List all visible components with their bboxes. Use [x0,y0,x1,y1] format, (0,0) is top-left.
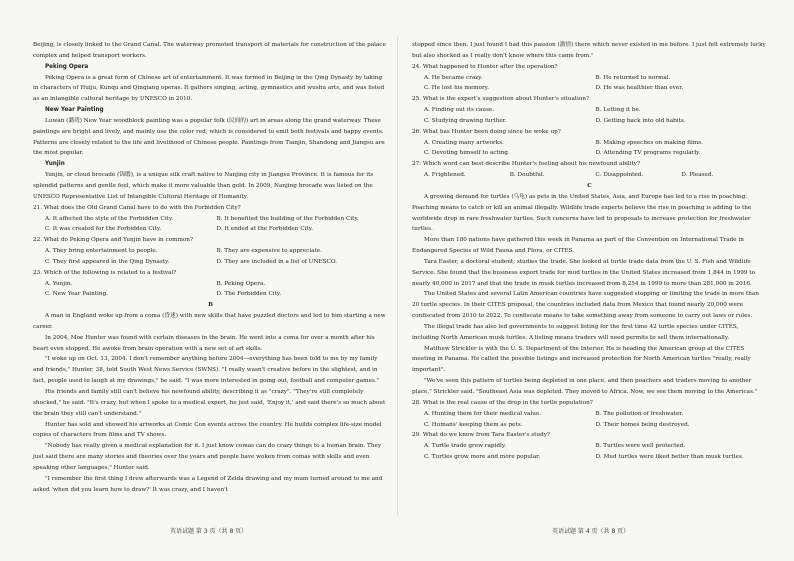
option: D. The Forbidden City. [216,291,282,298]
paragraph: Tara Easter, a doctoral student, studies the trade. She looked at turtle trade data from the U. S. Fish and Wildlife Service. She found that the business export trade for mud turtles in the United States increased from 1,844 in 1999 to nearly 40,000 in 2017 and that the trade in musk turtles increased from 8,254 in 1999 to more than 281,000 in 2016. [412,258,756,287]
option: D. Getting back into old habits. [595,117,686,124]
paragraph: Luwan (潞湾) New Year woodblock painting was a popular folk (民间的) art in areas along the grand waterway. These paintings are bright and lively, and mainly use the color red, which is considered to emit both festivals and happy events. Patterns are closely related to the life and livelihood of Chinese people. Paintings from Tianjin, Shandong and Jiangsu are the most popular. [33,117,385,157]
option: A. Finding out its cause. [424,107,495,114]
paragraph: A man in England woke up from a coma (昏迷) with new skills that have puzzled doctors and led to him starting a new career. [33,313,386,330]
page-footer-left: 英语试题 第 3 页（共 8 页） [170,528,248,535]
question-27: 27. Which word can best describe Hunter's feeling about his newfound ability? [412,161,641,168]
page-footer-right: 英语试题 第 4 页（共 8 页） [552,528,630,535]
question-23: 23. Which of the following is related to a festival? [33,269,177,276]
paragraph: "I remember the first thing I drew afterwards was a Legend of Zelda drawing and my mum turned around to me and asked 'when did you learn how to draw?' It was crazy, and I haven't [33,475,383,493]
option: A. Turtle trade grew rapidly. [424,443,507,450]
option: D. It ended at the Forbidden City. [216,226,313,233]
option: C. New Year Painting. [45,291,108,298]
section-heading: Peking Opera [45,63,89,70]
question-26: 26. What has Hunter been doing since he woke up? [412,128,561,135]
section-label-b: B [208,302,213,309]
options-24 [412,73,767,95]
paragraph: More than 180 nations have gathered this week in Panama as part of the Convention on International Trade in Endangered Species of Wild Fauna and Flora, or CITES. [412,237,744,255]
section-label-c: C [587,182,592,189]
option: C. He lost his memory. [424,85,489,92]
option: D. Mud turtles were liked better than musk turtles. [595,454,744,461]
option: D. Pleased. [681,172,714,179]
option: C. They first appeared in the Qing Dynasty. [45,258,170,265]
option: D. Their homes being destroyed. [595,421,690,428]
option: A. Yunjin. [45,280,73,287]
question-24: 24. What happened to Hunter after the operation? [412,63,558,70]
option: B. Letting it be. [595,107,641,114]
right-column [412,40,767,463]
options-22 [33,246,388,268]
options-27 [412,170,767,181]
paragraph: "I woke up on Oct. 13, 2004. I don't remember anything before 2004—everything has been told to me by my family and friends," Hunter, 38, told South West News Service (SWNS). "I really wasn't creative before in the slightest, and in fact, people used to laugh at my drawings," he said. "I was more interested in going out, football and computer games." [33,356,380,385]
section-heading: Yunjin [45,161,65,168]
option: B. Turtles were well protected. [595,443,686,450]
option: B. Making speeches on making films. [595,139,703,146]
option: B. Doubtful. [509,172,545,179]
paragraph: stopped since then. I just found I had this passion (激情) there which never existed in me before. I just felt extremely lucky but also shocked as I really don't know where this came from." [412,42,766,59]
question-25: 25. What is the expert's suggestion about Hunter's situation? [412,96,590,103]
option: C. Turtles grow more and more popular. [424,454,540,461]
paragraph: In 2004, Moe Hunter was found with certain diseases in the brain. He went into a coma for over a month after his heart even stopped. He awoke from brain operation with a new set of art skills. [33,334,375,352]
option: C. Humans' keeping them as pets. [424,421,523,428]
left-column [33,40,388,495]
option: B. It benefited the building of the Forbidden City. [216,215,359,222]
paragraph: The illegal trade has also led governments to suggest listing for the first time 42 turtle species under CITES, including North American musk turtles. A listing means traders will need permits to sell them internationally. [412,323,739,341]
option: A. He became crazy. [424,74,483,81]
option: B. He returned to normal. [595,74,671,81]
option: C. Disappointed. [595,172,644,179]
options-28 [412,409,767,431]
paragraph: The United States and several Latin American countries have suggested stopping or limiting the trade in more than 20 turtle species. In their CITES proposal, the countries included data from Mexico that found nearly 20,000 were confiscated from 2010 to 2022. To confiscate means to take something away from someone to carry out laws or rules. [412,291,759,320]
options-25 [412,105,767,127]
paragraph: "Nobody has really given a medical explanation for it. I just know comas can do crazy things to a human brain. They just said there are many stories and theories over the years and people have woken from comas with skills and even speaking other languages," Hunter said. [33,443,382,471]
options-21 [33,214,388,236]
option: D. He was healthier than ever. [595,85,684,92]
column-divider [397,36,398,516]
question-28: 28. What is the real cause of the drop in the turtle population? [412,399,593,406]
option: D. They are included in a list of UNESCO. [216,258,337,265]
option: B. They are expensive to appreciate. [216,248,322,255]
option: B. Peking Opera. [216,280,266,287]
paragraph: Beijing, is closely linked to the Grand Canal. The waterway promoted transport of materials for construction of the palace complex and helped transport workers. [33,42,386,59]
paragraph: Yunjin, or cloud brocade (锦缎), is a unique silk craft native to Nanjing city in Jiangsu Province. It is famous for its splendid patterns and gentle feel, which make it more valuable than gold. In 2009, Nanjing brocade was listed on the UNESCO Representative List of Intangible Cultural Heritage of Humanity. [33,172,374,200]
option: A. Frightened. [424,172,466,179]
paragraph: "We've seen this pattern of turtles being depleted in one place, and then poachers and traders moving to another place," Strickler said. "Southeast Asia was depleted. They moved to Africa. Now, we see them moving to the Americas." [412,378,758,395]
option: D. Attending TV programs regularly. [595,150,701,157]
section-heading: New Year Painting [45,107,104,114]
option: B. The pollution of freshwater. [595,410,684,417]
paragraph: Matthew Strickler is with the U. S. Department of the Interior. He is heading the American group at the CITES meeting in Panama. He called the possible listings and increased protection for North American turtles "really, really important". [412,345,751,374]
option: C. It was created for the Forbidden City. [45,226,162,233]
question-21: 21. What does the Old Grand Canal have to do with the Forbidden City? [33,204,241,211]
options-23 [33,279,388,301]
option: A. They bring entertainment to people. [45,248,158,255]
option: C. Devoting himself to acting. [424,150,510,157]
options-29 [412,441,767,463]
paragraph: Hunter has sold and showed his artworks at Comic Con events across the country. He builds complex life-size model copies of characters from films and TV shows. [33,421,382,439]
option: C. Studying drawing further. [424,117,507,124]
question-29: 29. What do we know from Tara Easter's study? [412,432,550,439]
options-26 [412,138,767,160]
option: A. Creating many artworks. [424,139,504,146]
paragraph: Peking Opera is a great form of Chinese art of entertainment. It was formed in Beijing in the Qing Dynasty by taking in characters of Huiju, Kunqu and Qinqiang operas. It gathers singing, acting, gymnastics and wushu arts, and was listed as an intangible cultural heritage by UNESCO in 2010. [33,74,385,103]
option: A. It affected the style of the Forbidden City. [45,215,174,222]
paragraph: His friends and family still can't believe his newfound ability, describing it as "crazy". "They're still completely shocked," he said. "It's crazy, but when I spoke to a medical expert, he just said, 'Enjoy it,' and said there's so much about the brain they still can't understand." [33,389,386,417]
paragraph: A growing demand for turtles (乌龟) as pets in the United States, Asia, and Europe has led to a rise in poaching. Poaching means to catch or kill an animal illegally. Wildlife trade experts believe the rise in poaching is adding to the worldwide drop in rare freshwater turtles. Such concerns have led to proposals to increase protection for freshwater turtles. [412,193,752,233]
option: A. Hunting them for their medical value. [424,410,542,417]
question-22: 22. What do Peking Opera and Yunjin have in common? [33,237,194,244]
